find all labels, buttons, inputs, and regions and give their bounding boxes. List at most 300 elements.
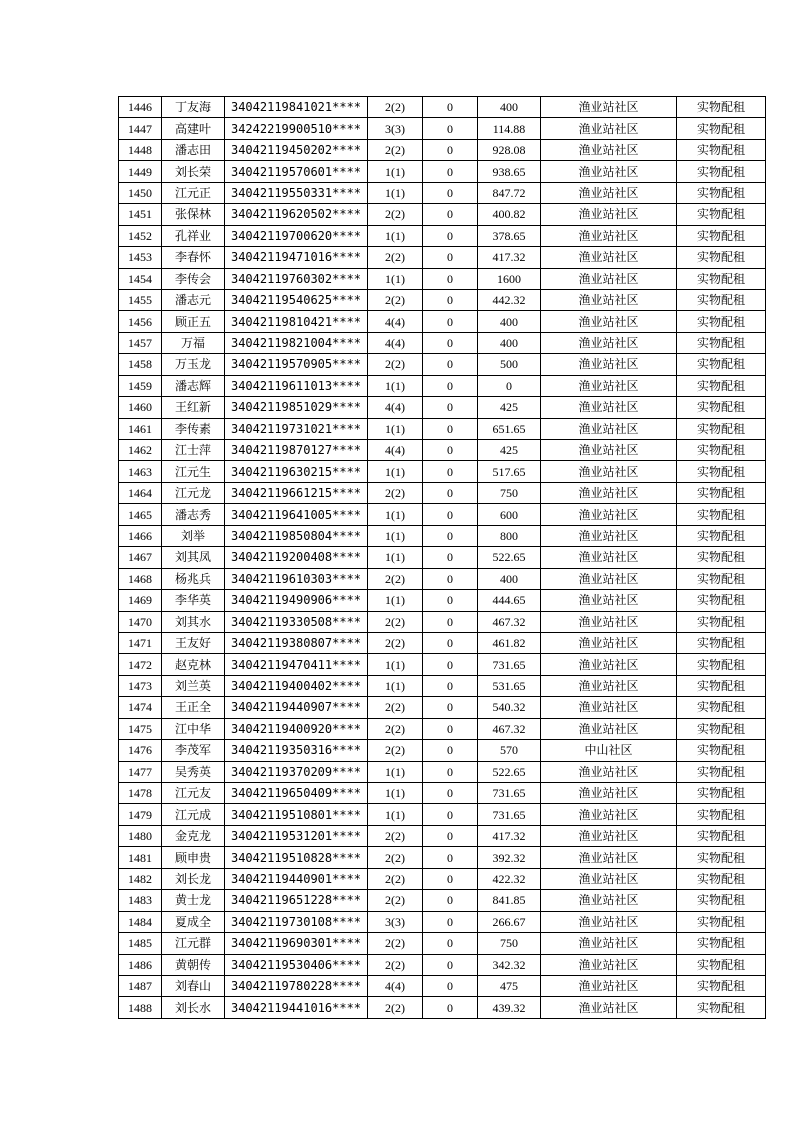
resident-name: 万福: [162, 332, 225, 353]
table-row: [119, 482, 766, 503]
household-size: 1(1): [368, 654, 423, 675]
zero-value: 0: [423, 354, 478, 375]
community-name: 渔业站社区: [541, 975, 677, 996]
id-number: 34042119400402****: [225, 675, 368, 696]
zero-value: 0: [423, 482, 478, 503]
row-number: 1483: [119, 890, 162, 911]
row-number: 1479: [119, 804, 162, 825]
row-number: 1467: [119, 547, 162, 568]
id-number: 34042119760302****: [225, 268, 368, 289]
id-number: 34042119610303****: [225, 568, 368, 589]
id-number: 34042119380807****: [225, 632, 368, 653]
income-amount: 531.65: [478, 675, 541, 696]
zero-value: 0: [423, 997, 478, 1018]
id-number: 34042119490906****: [225, 590, 368, 611]
income-amount: 417.32: [478, 247, 541, 268]
income-amount: 392.32: [478, 847, 541, 868]
row-number: 1463: [119, 461, 162, 482]
allocation-type: 实物配租: [677, 911, 766, 932]
zero-value: 0: [423, 247, 478, 268]
row-number: 1457: [119, 332, 162, 353]
row-number: 1473: [119, 675, 162, 696]
table-row: [119, 204, 766, 225]
household-size: 2(2): [368, 247, 423, 268]
row-number: 1464: [119, 482, 162, 503]
community-name: 渔业站社区: [541, 632, 677, 653]
table-row: [119, 933, 766, 954]
row-number: 1470: [119, 611, 162, 632]
community-name: 渔业站社区: [541, 332, 677, 353]
allocation-type: 实物配租: [677, 204, 766, 225]
resident-name: 赵克林: [162, 654, 225, 675]
income-amount: 266.67: [478, 911, 541, 932]
income-amount: 378.65: [478, 225, 541, 246]
id-number: 34042119650409****: [225, 783, 368, 804]
zero-value: 0: [423, 182, 478, 203]
household-size: 2(2): [368, 482, 423, 503]
table-row: [119, 654, 766, 675]
zero-value: 0: [423, 440, 478, 461]
allocation-type: 实物配租: [677, 954, 766, 975]
community-name: 渔业站社区: [541, 954, 677, 975]
zero-value: 0: [423, 397, 478, 418]
table-row: [119, 911, 766, 932]
table-row: [119, 289, 766, 310]
allocation-type: 实物配租: [677, 761, 766, 782]
zero-value: 0: [423, 139, 478, 160]
allocation-type: 实物配租: [677, 590, 766, 611]
zero-value: 0: [423, 525, 478, 546]
row-number: 1469: [119, 590, 162, 611]
table-row: [119, 161, 766, 182]
resident-name: 潘志元: [162, 289, 225, 310]
resident-name: 刘春山: [162, 975, 225, 996]
resident-name: 王友好: [162, 632, 225, 653]
community-name: 渔业站社区: [541, 890, 677, 911]
household-size: 2(2): [368, 825, 423, 846]
zero-value: 0: [423, 740, 478, 761]
zero-value: 0: [423, 675, 478, 696]
household-size: 1(1): [368, 525, 423, 546]
allocation-type: 实物配租: [677, 289, 766, 310]
income-amount: 600: [478, 504, 541, 525]
household-size: 2(2): [368, 954, 423, 975]
household-size: 1(1): [368, 590, 423, 611]
community-name: 渔业站社区: [541, 461, 677, 482]
household-size: 1(1): [368, 268, 423, 289]
table-row: [119, 332, 766, 353]
id-number: 34042119570601****: [225, 161, 368, 182]
community-name: 渔业站社区: [541, 933, 677, 954]
id-number: 34042119370209****: [225, 761, 368, 782]
resident-name: 黄士龙: [162, 890, 225, 911]
row-number: 1460: [119, 397, 162, 418]
table-row: [119, 954, 766, 975]
id-number: 34042119821004****: [225, 332, 368, 353]
community-name: 渔业站社区: [541, 97, 677, 118]
resident-name: 江元龙: [162, 482, 225, 503]
id-number: 34042119470411****: [225, 654, 368, 675]
income-amount: 422.32: [478, 868, 541, 889]
zero-value: 0: [423, 97, 478, 118]
allocation-type: 实物配租: [677, 268, 766, 289]
community-name: 渔业站社区: [541, 697, 677, 718]
household-size: 1(1): [368, 761, 423, 782]
resident-name: 潘志秀: [162, 504, 225, 525]
id-number: 34042119450202****: [225, 139, 368, 160]
zero-value: 0: [423, 332, 478, 353]
household-size: 3(3): [368, 911, 423, 932]
community-name: 渔业站社区: [541, 182, 677, 203]
household-size: 4(4): [368, 332, 423, 353]
income-amount: 517.65: [478, 461, 541, 482]
resident-name: 江元成: [162, 804, 225, 825]
id-number: 34042119540625****: [225, 289, 368, 310]
allocation-type: 实物配租: [677, 97, 766, 118]
table-row: [119, 761, 766, 782]
table-row: [119, 461, 766, 482]
table-row: [119, 868, 766, 889]
allocation-type: 实物配租: [677, 847, 766, 868]
community-name: 渔业站社区: [541, 139, 677, 160]
income-amount: 540.32: [478, 697, 541, 718]
allocation-type: 实物配租: [677, 675, 766, 696]
id-number: 34042119570905****: [225, 354, 368, 375]
household-size: 4(4): [368, 397, 423, 418]
table-row: [119, 118, 766, 139]
income-amount: 425: [478, 440, 541, 461]
zero-value: 0: [423, 868, 478, 889]
id-number: 34042119730108****: [225, 911, 368, 932]
row-number: 1481: [119, 847, 162, 868]
resident-name: 刘其凤: [162, 547, 225, 568]
income-amount: 1600: [478, 268, 541, 289]
zero-value: 0: [423, 375, 478, 396]
allocation-type: 实物配租: [677, 504, 766, 525]
zero-value: 0: [423, 847, 478, 868]
allocation-type: 实物配租: [677, 332, 766, 353]
zero-value: 0: [423, 654, 478, 675]
income-amount: 731.65: [478, 804, 541, 825]
id-number: 34042119440907****: [225, 697, 368, 718]
household-size: 1(1): [368, 804, 423, 825]
zero-value: 0: [423, 418, 478, 439]
row-number: 1454: [119, 268, 162, 289]
household-size: 2(2): [368, 289, 423, 310]
zero-value: 0: [423, 933, 478, 954]
allocation-type: 实物配租: [677, 718, 766, 739]
id-number: 34042119531201****: [225, 825, 368, 846]
id-number: 34042119611013****: [225, 375, 368, 396]
income-amount: 928.08: [478, 139, 541, 160]
zero-value: 0: [423, 204, 478, 225]
resident-name: 江士萍: [162, 440, 225, 461]
table-row: [119, 375, 766, 396]
row-number: 1447: [119, 118, 162, 139]
resident-name: 吴秀英: [162, 761, 225, 782]
row-number: 1476: [119, 740, 162, 761]
table-row: [119, 525, 766, 546]
resident-name: 丁友海: [162, 97, 225, 118]
row-number: 1461: [119, 418, 162, 439]
row-number: 1487: [119, 975, 162, 996]
resident-name: 刘其水: [162, 611, 225, 632]
resident-name: 王正全: [162, 697, 225, 718]
community-name: 渔业站社区: [541, 161, 677, 182]
zero-value: 0: [423, 890, 478, 911]
table-row: [119, 997, 766, 1018]
allocation-type: 实物配租: [677, 632, 766, 653]
table-row: [119, 890, 766, 911]
household-size: 2(2): [368, 568, 423, 589]
zero-value: 0: [423, 761, 478, 782]
household-size: 1(1): [368, 418, 423, 439]
row-number: 1450: [119, 182, 162, 203]
allocation-type: 实物配租: [677, 247, 766, 268]
resident-name: 李华英: [162, 590, 225, 611]
household-size: 2(2): [368, 204, 423, 225]
table-row: [119, 354, 766, 375]
resident-name: 刘长水: [162, 997, 225, 1018]
household-size: 4(4): [368, 440, 423, 461]
resident-name: 潘志田: [162, 139, 225, 160]
community-name: 渔业站社区: [541, 868, 677, 889]
household-size: 2(2): [368, 697, 423, 718]
zero-value: 0: [423, 504, 478, 525]
income-amount: 400: [478, 311, 541, 332]
income-amount: 938.65: [478, 161, 541, 182]
community-name: 渔业站社区: [541, 311, 677, 332]
id-number: 34042119780228****: [225, 975, 368, 996]
zero-value: 0: [423, 975, 478, 996]
resident-name: 刘举: [162, 525, 225, 546]
income-amount: 522.65: [478, 547, 541, 568]
income-amount: 467.32: [478, 611, 541, 632]
zero-value: 0: [423, 268, 478, 289]
table-body: [119, 97, 766, 1019]
table-row: [119, 975, 766, 996]
resident-name: 夏成全: [162, 911, 225, 932]
table-row: [119, 783, 766, 804]
allocation-type: 实物配租: [677, 804, 766, 825]
community-name: 渔业站社区: [541, 997, 677, 1018]
household-size: 1(1): [368, 461, 423, 482]
zero-value: 0: [423, 611, 478, 632]
zero-value: 0: [423, 289, 478, 310]
household-size: 2(2): [368, 890, 423, 911]
resident-name: 金克龙: [162, 825, 225, 846]
id-number: 34042119661215****: [225, 482, 368, 503]
allocation-type: 实物配租: [677, 461, 766, 482]
row-number: 1456: [119, 311, 162, 332]
resident-name: 李茂军: [162, 740, 225, 761]
row-number: 1475: [119, 718, 162, 739]
household-size: 1(1): [368, 783, 423, 804]
allocation-type: 实物配租: [677, 783, 766, 804]
id-number: 34042119550331****: [225, 182, 368, 203]
row-number: 1449: [119, 161, 162, 182]
income-amount: 417.32: [478, 825, 541, 846]
id-number: 34042119440901****: [225, 868, 368, 889]
row-number: 1453: [119, 247, 162, 268]
resident-name: 李传素: [162, 418, 225, 439]
resident-name: 高建叶: [162, 118, 225, 139]
income-amount: 731.65: [478, 783, 541, 804]
table-row: [119, 247, 766, 268]
income-amount: 400.82: [478, 204, 541, 225]
zero-value: 0: [423, 718, 478, 739]
table-row: [119, 397, 766, 418]
community-name: 中山社区: [541, 740, 677, 761]
zero-value: 0: [423, 632, 478, 653]
community-name: 渔业站社区: [541, 268, 677, 289]
income-amount: 439.32: [478, 997, 541, 1018]
resident-name: 刘兰英: [162, 675, 225, 696]
income-amount: 750: [478, 933, 541, 954]
allocation-type: 实物配租: [677, 397, 766, 418]
table-row: [119, 804, 766, 825]
id-number: 34042119510828****: [225, 847, 368, 868]
income-amount: 342.32: [478, 954, 541, 975]
id-number: 34042119810421****: [225, 311, 368, 332]
id-number: 34042119700620****: [225, 225, 368, 246]
income-amount: 461.82: [478, 632, 541, 653]
table-row: [119, 825, 766, 846]
id-number: 34042119690301****: [225, 933, 368, 954]
household-size: 1(1): [368, 504, 423, 525]
allocation-type: 实物配租: [677, 890, 766, 911]
row-number: 1465: [119, 504, 162, 525]
row-number: 1459: [119, 375, 162, 396]
community-name: 渔业站社区: [541, 397, 677, 418]
resident-name: 江中华: [162, 718, 225, 739]
community-name: 渔业站社区: [541, 418, 677, 439]
community-name: 渔业站社区: [541, 204, 677, 225]
community-name: 渔业站社区: [541, 761, 677, 782]
id-number: 34042119641005****: [225, 504, 368, 525]
id-number: 34042119851029****: [225, 397, 368, 418]
household-size: 2(2): [368, 847, 423, 868]
zero-value: 0: [423, 225, 478, 246]
household-size: 1(1): [368, 182, 423, 203]
table-row: [119, 418, 766, 439]
row-number: 1488: [119, 997, 162, 1018]
income-amount: 400: [478, 332, 541, 353]
table-row: [119, 97, 766, 118]
table-row: [119, 675, 766, 696]
resident-name: 孔祥业: [162, 225, 225, 246]
table-row: [119, 311, 766, 332]
allocation-type: 实物配租: [677, 933, 766, 954]
allocation-type: 实物配租: [677, 182, 766, 203]
zero-value: 0: [423, 954, 478, 975]
community-name: 渔业站社区: [541, 504, 677, 525]
income-amount: 467.32: [478, 718, 541, 739]
id-number: 34042119530406****: [225, 954, 368, 975]
income-amount: 475: [478, 975, 541, 996]
resident-name: 顾申贵: [162, 847, 225, 868]
allocation-type: 实物配租: [677, 525, 766, 546]
zero-value: 0: [423, 161, 478, 182]
community-name: 渔业站社区: [541, 654, 677, 675]
household-size: 1(1): [368, 547, 423, 568]
row-number: 1477: [119, 761, 162, 782]
household-size: 4(4): [368, 311, 423, 332]
community-name: 渔业站社区: [541, 675, 677, 696]
zero-value: 0: [423, 825, 478, 846]
resident-name: 黄朝传: [162, 954, 225, 975]
community-name: 渔业站社区: [541, 354, 677, 375]
household-size: 2(2): [368, 740, 423, 761]
table-row: [119, 225, 766, 246]
table-row: [119, 547, 766, 568]
allocation-type: 实物配租: [677, 697, 766, 718]
allocation-type: 实物配租: [677, 354, 766, 375]
community-name: 渔业站社区: [541, 825, 677, 846]
resident-name: 张保林: [162, 204, 225, 225]
income-amount: 500: [478, 354, 541, 375]
row-number: 1480: [119, 825, 162, 846]
resident-name: 江元正: [162, 182, 225, 203]
row-number: 1484: [119, 911, 162, 932]
row-number: 1486: [119, 954, 162, 975]
income-amount: 570: [478, 740, 541, 761]
community-name: 渔业站社区: [541, 547, 677, 568]
community-name: 渔业站社区: [541, 375, 677, 396]
id-number: 34042119441016****: [225, 997, 368, 1018]
allocation-type: 实物配租: [677, 825, 766, 846]
table-row: [119, 504, 766, 525]
row-number: 1462: [119, 440, 162, 461]
resident-name: 杨兆兵: [162, 568, 225, 589]
resident-name: 江元友: [162, 783, 225, 804]
allocation-type: 实物配租: [677, 418, 766, 439]
income-amount: 522.65: [478, 761, 541, 782]
income-amount: 847.72: [478, 182, 541, 203]
allocation-type: 实物配租: [677, 975, 766, 996]
allocation-type: 实物配租: [677, 139, 766, 160]
id-number: 34042119651228****: [225, 890, 368, 911]
household-size: 2(2): [368, 139, 423, 160]
household-size: 1(1): [368, 675, 423, 696]
community-name: 渔业站社区: [541, 118, 677, 139]
household-size: 1(1): [368, 161, 423, 182]
table-row: [119, 847, 766, 868]
resident-name: 江元群: [162, 933, 225, 954]
allocation-type: 实物配租: [677, 740, 766, 761]
household-size: 2(2): [368, 997, 423, 1018]
income-amount: 651.65: [478, 418, 541, 439]
table-row: [119, 740, 766, 761]
income-amount: 750: [478, 482, 541, 503]
resident-name: 潘志辉: [162, 375, 225, 396]
income-amount: 841.85: [478, 890, 541, 911]
household-size: 2(2): [368, 718, 423, 739]
table-row: [119, 268, 766, 289]
row-number: 1466: [119, 525, 162, 546]
community-name: 渔业站社区: [541, 440, 677, 461]
household-size: 1(1): [368, 225, 423, 246]
resident-name: 李春怀: [162, 247, 225, 268]
household-size: 2(2): [368, 933, 423, 954]
resident-name: 江元生: [162, 461, 225, 482]
row-number: 1448: [119, 139, 162, 160]
row-number: 1471: [119, 632, 162, 653]
housing-allocation-table: [118, 96, 766, 1019]
id-number: 34042119400920****: [225, 718, 368, 739]
household-size: 2(2): [368, 632, 423, 653]
allocation-type: 实物配租: [677, 311, 766, 332]
